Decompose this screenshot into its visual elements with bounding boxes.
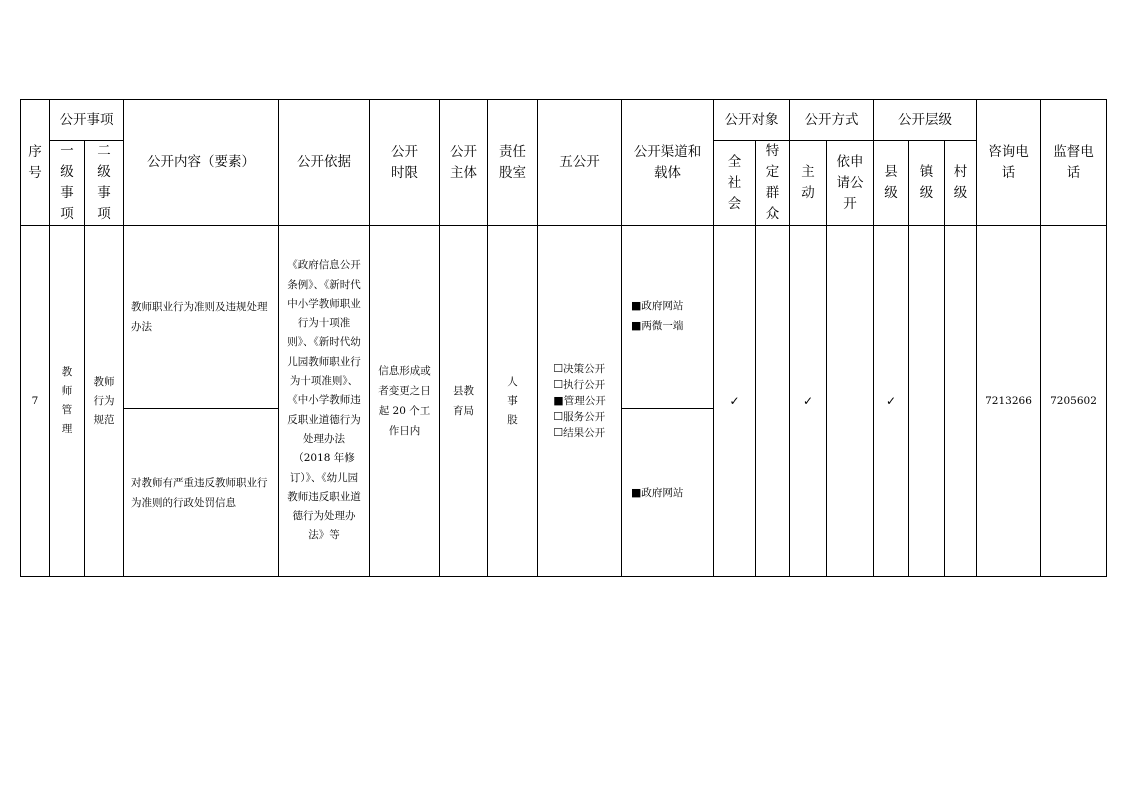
header-basis: 公开依据	[279, 100, 370, 226]
checkbox-icon: ■	[631, 299, 642, 312]
five-list	[553, 361, 605, 441]
cell-level1: 教师管理	[50, 226, 85, 577]
cell-basis: 《政府信息公开条例》、《新时代中小学教师职业行为十项准则》、《新时代幼儿园教师职业行为十项准则》、《中小学教师违反职业道德行为处理办法（2018 年修订）》、《幼儿园教师违反职业道德行为处理办法》等	[279, 226, 370, 577]
cell-supervise-phone: 7205602	[1041, 226, 1107, 577]
cell-layer-village	[945, 226, 977, 577]
disclosure-table	[20, 99, 1107, 577]
checkbox-icon: ☐	[553, 362, 564, 375]
cell-level2: 教师行为规范	[85, 226, 124, 577]
cell-content-b: 对教师有严重违反教师职业行为准则的行政处罚信息	[124, 409, 279, 577]
checkbox-icon: ■	[631, 319, 642, 332]
header-subject: 公开主体	[440, 100, 488, 226]
header-content: 公开内容（要素）	[124, 100, 279, 226]
header-method: 公开方式	[790, 100, 874, 141]
header-seq: 序号	[21, 100, 50, 226]
header-layer-town: 镇级	[909, 141, 945, 226]
checkbox-icon: ■	[553, 394, 564, 407]
five-item: ☐决策公开	[553, 362, 606, 375]
cell-method-active: ✓	[790, 226, 827, 577]
header-method-active: 主动	[790, 141, 827, 226]
cell-content-a: 教师职业行为准则及违规处理办法	[124, 226, 279, 409]
header-level2: 二级事项	[85, 141, 124, 226]
header-consult-phone: 咨询电话	[977, 100, 1041, 226]
header-target: 公开对象	[714, 100, 790, 141]
header-supervise-phone: 监督电话	[1041, 100, 1107, 226]
cell-channel-b	[622, 409, 714, 577]
header-target-all: 全社会	[714, 141, 756, 226]
cell-subject: 县教育局	[440, 226, 488, 577]
channel-item: ■政府网站	[631, 299, 684, 312]
cell-dept: 人事股	[488, 226, 538, 577]
five-item: ☐服务公开	[553, 410, 606, 423]
checkbox-icon: ☐	[553, 426, 564, 439]
cell-five	[538, 226, 622, 577]
header-layer-county: 县级	[874, 141, 909, 226]
cell-time-limit: 信息形成或者变更之日起 20 个工作日内	[370, 226, 440, 577]
header-items: 公开事项	[50, 100, 124, 141]
cell-layer-town	[909, 226, 945, 577]
cell-seq: 7	[21, 226, 50, 577]
header-layer-village: 村级	[945, 141, 977, 226]
five-item: ☐执行公开	[553, 378, 606, 391]
checkbox-icon: ■	[631, 485, 642, 499]
cell-target-all: ✓	[714, 226, 756, 577]
header-five: 五公开	[538, 100, 622, 226]
cell-channel-a	[622, 226, 714, 409]
header-dept: 责任股室	[488, 100, 538, 226]
cell-consult-phone: 7213266	[977, 226, 1041, 577]
cell-target-specific	[756, 226, 790, 577]
header-target-specific: 特定群众	[756, 141, 790, 226]
header-level1: 一级事项	[50, 141, 85, 226]
checkbox-icon: ☐	[553, 378, 564, 391]
header-layer: 公开层级	[874, 100, 977, 141]
channel-item: ■政府网站	[631, 485, 684, 499]
five-item: ■管理公开	[553, 394, 606, 407]
header-time-limit: 公开时限	[370, 100, 440, 226]
channel-item: ■两微一端	[631, 319, 684, 332]
five-item: ☐结果公开	[553, 426, 606, 439]
cell-method-apply	[827, 226, 874, 577]
header-channel: 公开渠道和载体	[622, 100, 714, 226]
cell-layer-county: ✓	[874, 226, 909, 577]
checkbox-icon: ☐	[553, 410, 564, 423]
header-method-apply: 依申请公开	[827, 141, 874, 226]
